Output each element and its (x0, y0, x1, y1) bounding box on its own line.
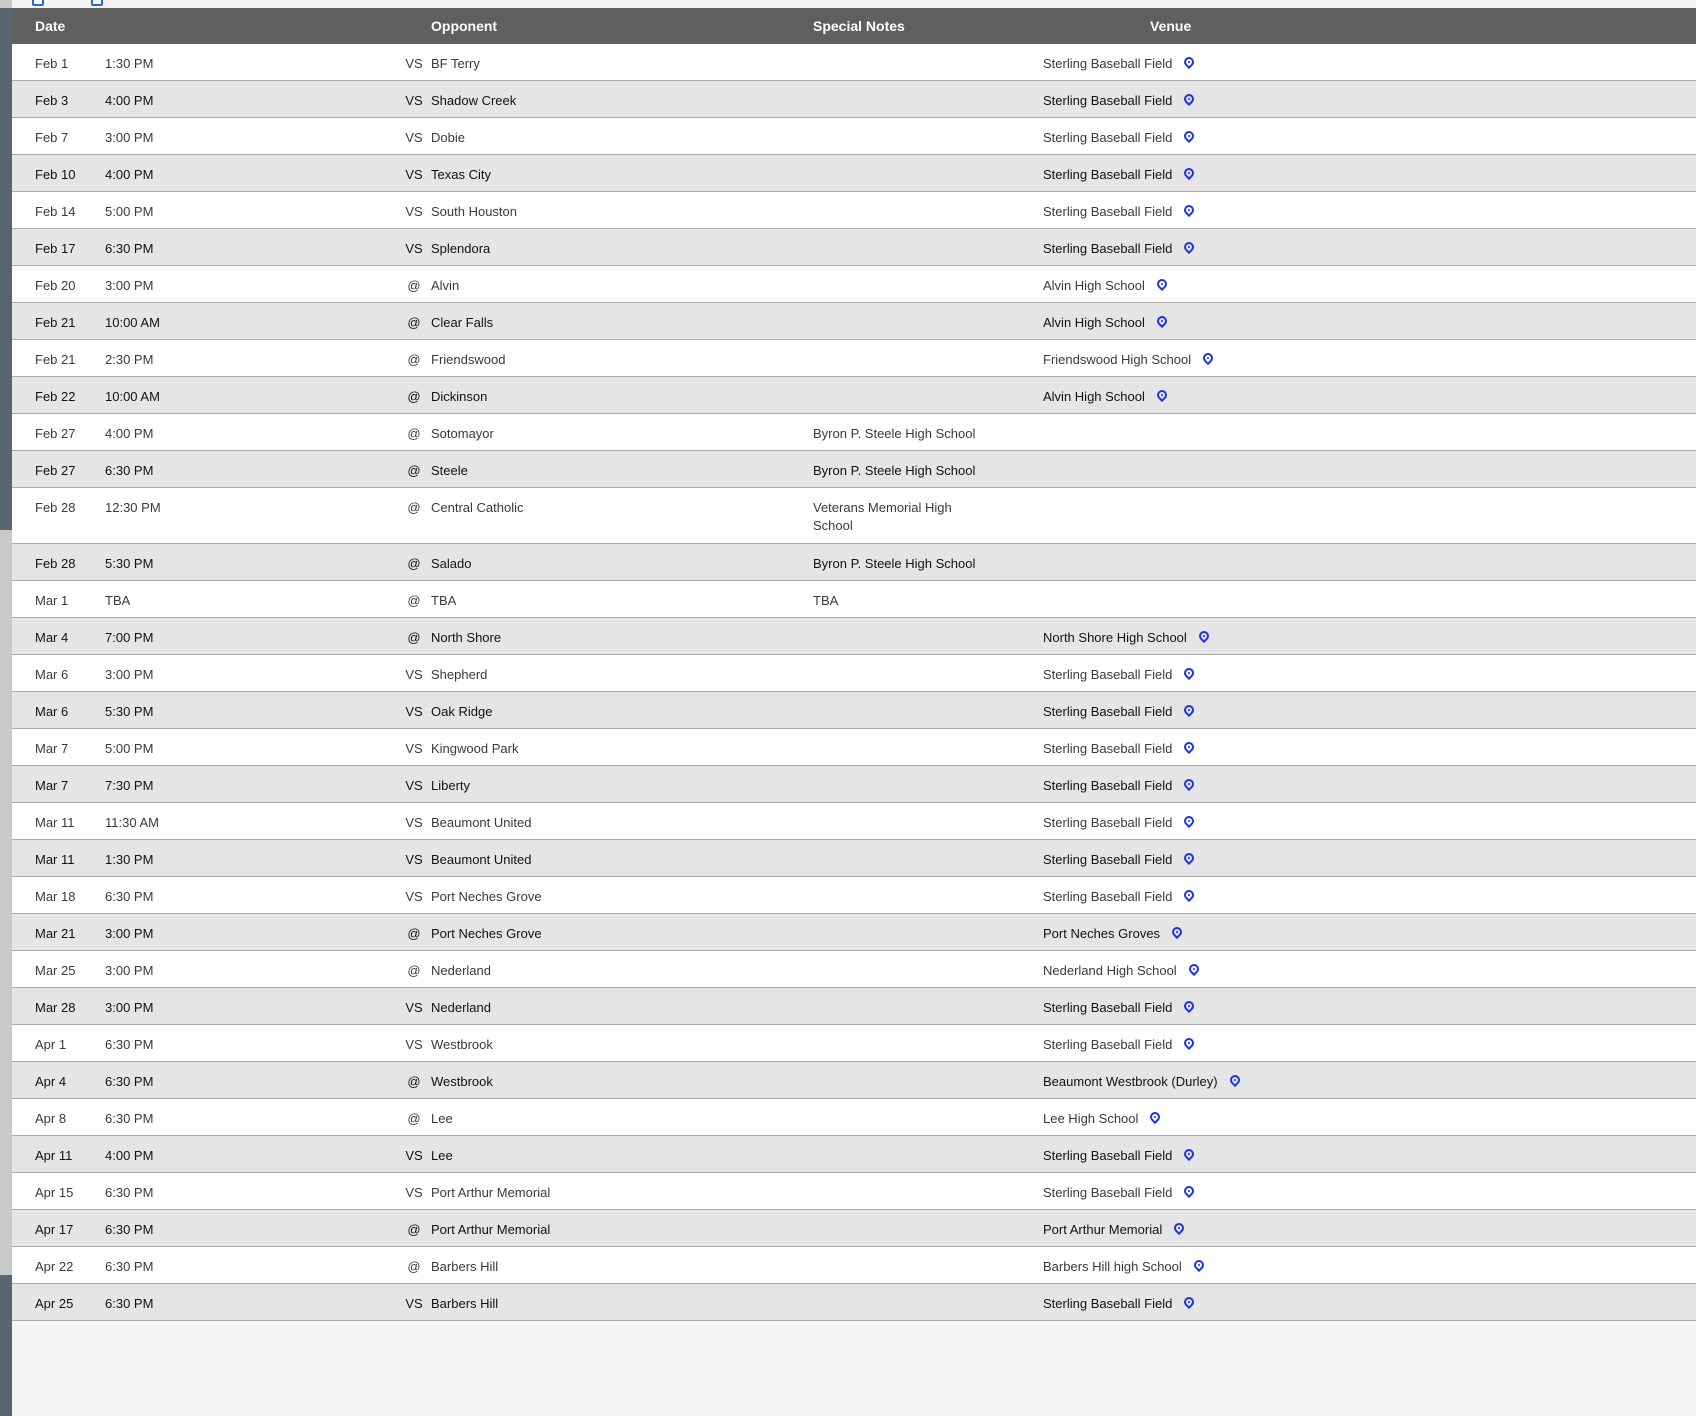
venue-cell (1043, 1221, 1184, 1239)
special-notes: Byron P. Steele High School (813, 463, 976, 478)
game-time: 11:30 AM (105, 815, 159, 830)
opponent-name: Port Arthur Memorial (431, 1222, 551, 1237)
map-pin-icon[interactable] (1148, 1110, 1162, 1124)
game-time: 1:30 PM (105, 852, 154, 867)
table-row (12, 1284, 1696, 1321)
venue-cell (1043, 1036, 1194, 1054)
game-date: Apr 4 (35, 1074, 67, 1089)
map-pin-icon[interactable] (1182, 851, 1196, 865)
game-date: Apr 17 (35, 1222, 74, 1237)
header-venue[interactable]: Venue (1150, 18, 1192, 34)
game-time: 5:30 PM (105, 556, 154, 571)
table-row (12, 914, 1696, 951)
table-row (12, 118, 1696, 155)
venue-cell (1043, 314, 1167, 332)
home-away-indicator: @ (407, 389, 421, 404)
game-date: Apr 8 (35, 1111, 67, 1126)
special-notes: Byron P. Steele High School (813, 556, 976, 571)
venue-name: Friendswood High School (1043, 352, 1192, 367)
game-time: 6:30 PM (105, 889, 154, 904)
venue-name: Sterling Baseball Field (1043, 1185, 1173, 1200)
game-date: Mar 21 (35, 926, 76, 941)
venue-cell (1043, 740, 1194, 758)
map-pin-icon[interactable] (1182, 203, 1196, 217)
map-pin-icon[interactable] (1182, 1147, 1196, 1161)
game-date: Mar 6 (35, 667, 69, 682)
map-pin-icon[interactable] (1182, 888, 1196, 902)
map-pin-icon[interactable] (1182, 55, 1196, 69)
map-pin-icon[interactable] (1182, 1184, 1196, 1198)
venue-name: Alvin High School (1043, 278, 1145, 293)
venue-name: Sterling Baseball Field (1043, 56, 1173, 71)
game-date: Feb 7 (35, 130, 69, 145)
game-date: Apr 15 (35, 1185, 74, 1200)
table-row (12, 1210, 1696, 1247)
table-row (12, 266, 1696, 303)
game-date: Feb 10 (35, 167, 76, 182)
venue-cell (1043, 629, 1209, 647)
home-away-indicator: VS (405, 1185, 423, 1200)
game-date: Feb 22 (35, 389, 76, 404)
map-pin-icon[interactable] (1192, 1258, 1206, 1272)
game-date: Mar 11 (35, 852, 75, 867)
table-row (12, 229, 1696, 266)
map-pin-icon[interactable] (1182, 703, 1196, 717)
venue-cell (1043, 1073, 1240, 1091)
opponent-name: Clear Falls (431, 315, 494, 330)
home-away-indicator: @ (407, 1222, 421, 1237)
opponent-name: Barbers Hill (431, 1259, 499, 1274)
home-away-indicator: VS (405, 815, 423, 830)
opponent-name: Friendswood (431, 352, 506, 367)
home-away-indicator: VS (405, 667, 423, 682)
game-date: Feb 28 (35, 556, 76, 571)
game-time: 7:00 PM (105, 630, 154, 645)
opponent-name: Salado (431, 556, 472, 571)
home-away-indicator: @ (407, 630, 421, 645)
game-date: Mar 4 (35, 630, 69, 645)
opponent-name: Steele (431, 463, 468, 478)
venue-name: Sterling Baseball Field (1043, 130, 1173, 145)
opponent-name: Port Neches Grove (431, 926, 542, 941)
venue-name: Sterling Baseball Field (1043, 1037, 1173, 1052)
opponent-name: Sotomayor (431, 426, 494, 441)
home-away-indicator: VS (405, 852, 423, 867)
home-away-indicator: @ (407, 1111, 421, 1126)
opponent-name: Oak Ridge (431, 704, 493, 719)
venue-cell (1043, 666, 1194, 684)
header-special-notes[interactable]: Special Notes (813, 18, 905, 34)
home-away-indicator: @ (407, 556, 421, 571)
game-time: 3:00 PM (105, 926, 154, 941)
opponent-name: BF Terry (431, 56, 480, 71)
opponent-name: South Houston (431, 204, 518, 219)
map-pin-icon[interactable] (1182, 129, 1196, 143)
opponent-name: Dobie (431, 130, 465, 145)
home-away-indicator: @ (407, 315, 421, 330)
venue-name: Sterling Baseball Field (1043, 241, 1173, 256)
venue-cell (1043, 351, 1213, 369)
home-away-indicator: @ (407, 593, 421, 608)
venue-cell (1043, 777, 1194, 795)
game-date: Feb 20 (35, 278, 76, 293)
map-pin-icon[interactable] (1182, 92, 1196, 106)
game-date: Mar 7 (35, 741, 69, 756)
home-away-indicator: @ (407, 463, 421, 478)
game-date: Mar 18 (35, 889, 76, 904)
map-pin-icon[interactable] (1170, 925, 1184, 939)
opponent-name: Nederland (431, 1000, 491, 1015)
filter-checkbox[interactable] (91, 0, 103, 6)
venue-cell (1043, 388, 1167, 406)
venue-cell (1043, 1147, 1194, 1165)
table-body (12, 44, 1696, 1321)
home-away-indicator: VS (405, 204, 423, 219)
venue-name: Sterling Baseball Field (1043, 1000, 1173, 1015)
game-date: Feb 21 (35, 315, 76, 330)
game-time: 6:30 PM (105, 1222, 154, 1237)
left-edge-bar (0, 0, 12, 1416)
opponent-name: Shadow Creek (431, 93, 517, 108)
left-edge-segment (0, 1275, 12, 1416)
game-date: Feb 17 (35, 241, 76, 256)
game-time: 7:30 PM (105, 778, 154, 793)
table-row (12, 303, 1696, 340)
game-date: Mar 28 (35, 1000, 76, 1015)
table-row (12, 414, 1696, 451)
game-time: 2:30 PM (105, 352, 154, 367)
home-away-indicator: @ (407, 426, 421, 441)
game-date: Mar 7 (35, 778, 69, 793)
game-date: Apr 11 (35, 1148, 73, 1163)
table-row (12, 988, 1696, 1025)
table-row (12, 581, 1696, 618)
map-pin-icon[interactable] (1172, 1221, 1186, 1235)
game-time: 3:00 PM (105, 278, 154, 293)
game-time: 6:30 PM (105, 1259, 154, 1274)
venue-cell (1043, 851, 1194, 869)
home-away-indicator: @ (407, 926, 421, 941)
venue-name: Sterling Baseball Field (1043, 889, 1173, 904)
map-pin-icon[interactable] (1182, 240, 1196, 254)
home-away-indicator: VS (405, 241, 423, 256)
venue-name: Alvin High School (1043, 389, 1145, 404)
table-row (12, 1062, 1696, 1099)
game-time: 3:00 PM (105, 667, 154, 682)
table-row (12, 618, 1696, 655)
home-away-indicator: VS (405, 1296, 423, 1311)
venue-name: North Shore High School (1043, 630, 1187, 645)
game-time: 6:30 PM (105, 241, 154, 256)
table-row (12, 1247, 1696, 1284)
table-row (12, 544, 1696, 581)
opponent-name: Nederland (431, 963, 491, 978)
game-time: 4:00 PM (105, 426, 154, 441)
opponent-name: Alvin (431, 278, 460, 293)
venue-name: Sterling Baseball Field (1043, 167, 1173, 182)
special-notes: Veterans Memorial High School (813, 500, 952, 533)
venue-cell (1043, 240, 1194, 258)
schedule-table (12, 8, 1696, 1321)
venue-name: Sterling Baseball Field (1043, 704, 1173, 719)
opponent-name: Shepherd (431, 667, 488, 682)
venue-cell (1043, 962, 1199, 980)
map-pin-icon[interactable] (1155, 388, 1169, 402)
game-time: 1:30 PM (105, 56, 154, 71)
game-time: 4:00 PM (105, 1148, 154, 1163)
home-away-indicator: VS (405, 130, 423, 145)
home-away-indicator: @ (407, 963, 421, 978)
left-edge-segment (0, 8, 12, 530)
venue-name: Nederland High School (1043, 963, 1177, 978)
venue-cell (1043, 166, 1194, 184)
game-date: Mar 6 (35, 704, 69, 719)
venue-cell (1043, 703, 1194, 721)
table-row (12, 81, 1696, 118)
table-row (12, 729, 1696, 766)
venue-name: Sterling Baseball Field (1043, 778, 1173, 793)
game-time: 12:30 PM (105, 500, 161, 515)
game-time: TBA (105, 593, 131, 608)
venue-cell (1043, 129, 1194, 147)
game-time: 3:00 PM (105, 1000, 154, 1015)
opponent-name: Port Neches Grove (431, 889, 542, 904)
table-row (12, 377, 1696, 414)
game-time: 6:30 PM (105, 1111, 154, 1126)
table-row (12, 692, 1696, 729)
game-time: 4:00 PM (105, 93, 154, 108)
venue-cell (1043, 1295, 1194, 1313)
venue-name: Sterling Baseball Field (1043, 1296, 1173, 1311)
opponent-name: Beaumont United (431, 815, 532, 830)
opponent-name: Lee (431, 1111, 453, 1126)
venue-name: Barbers Hill high School (1043, 1259, 1182, 1274)
home-away-indicator: @ (407, 1074, 421, 1089)
table-row (12, 1173, 1696, 1210)
game-date: Feb 3 (35, 93, 69, 108)
map-pin-icon[interactable] (1155, 314, 1169, 328)
home-away-indicator: VS (405, 56, 423, 71)
game-time: 3:00 PM (105, 130, 154, 145)
table-row (12, 340, 1696, 377)
venue-cell (1043, 814, 1194, 832)
venue-name: Lee High School (1043, 1111, 1139, 1126)
opponent-name: Port Arthur Memorial (431, 1185, 551, 1200)
filter-checkbox[interactable] (32, 0, 44, 6)
game-date: Feb 1 (35, 56, 69, 71)
venue-name: Sterling Baseball Field (1043, 204, 1173, 219)
venue-cell (1043, 1110, 1160, 1128)
venue-cell (1043, 925, 1182, 943)
home-away-indicator: @ (407, 500, 421, 515)
game-time: 6:30 PM (105, 463, 154, 478)
venue-name: Sterling Baseball Field (1043, 93, 1173, 108)
venue-name: Sterling Baseball Field (1043, 852, 1173, 867)
game-date: Apr 1 (35, 1037, 67, 1052)
home-away-indicator: @ (407, 352, 421, 367)
home-away-indicator: @ (407, 1259, 421, 1274)
opponent-name: Splendora (431, 241, 491, 256)
home-away-indicator: @ (407, 278, 421, 293)
game-date: Feb 28 (35, 500, 76, 515)
opponent-name: Westbrook (431, 1074, 493, 1089)
home-away-indicator: VS (405, 93, 423, 108)
opponent-name: TBA (431, 593, 457, 608)
home-away-indicator: VS (405, 778, 423, 793)
table-row (12, 192, 1696, 229)
home-away-indicator: VS (405, 741, 423, 756)
game-date: Apr 25 (35, 1296, 74, 1311)
game-time: 10:00 AM (105, 389, 160, 404)
opponent-name: Liberty (431, 778, 471, 793)
map-pin-icon[interactable] (1187, 962, 1201, 976)
game-time: 6:30 PM (105, 1296, 154, 1311)
home-away-indicator: VS (405, 1000, 423, 1015)
table-row (12, 1099, 1696, 1136)
game-time: 3:00 PM (105, 963, 154, 978)
venue-name: Beaumont Westbrook (Durley) (1043, 1074, 1218, 1089)
special-notes: TBA (813, 593, 839, 608)
table-row (12, 803, 1696, 840)
venue-name: Sterling Baseball Field (1043, 741, 1173, 756)
venue-cell (1043, 999, 1194, 1017)
venue-cell (1043, 888, 1194, 906)
opponent-name: Kingwood Park (431, 741, 519, 756)
home-away-indicator: VS (405, 1037, 423, 1052)
opponent-name: Texas City (431, 167, 491, 182)
venue-cell (1043, 1258, 1204, 1276)
map-pin-icon[interactable] (1182, 1036, 1196, 1050)
venue-cell (1043, 203, 1194, 221)
venue-cell (1043, 92, 1194, 110)
map-pin-icon[interactable] (1182, 777, 1196, 791)
game-time: 4:00 PM (105, 167, 154, 182)
game-date: Mar 25 (35, 963, 76, 978)
map-pin-icon[interactable] (1182, 1295, 1196, 1309)
game-time: 6:30 PM (105, 1185, 154, 1200)
map-pin-icon[interactable] (1182, 666, 1196, 680)
map-pin-icon[interactable] (1201, 351, 1215, 365)
table-row (12, 1136, 1696, 1173)
game-time: 10:00 AM (105, 315, 160, 330)
map-pin-icon[interactable] (1182, 740, 1196, 754)
game-time: 5:30 PM (105, 704, 154, 719)
opponent-name: Westbrook (431, 1037, 493, 1052)
game-date: Apr 22 (35, 1259, 74, 1274)
map-pin-icon[interactable] (1182, 166, 1196, 180)
map-pin-icon[interactable] (1182, 999, 1196, 1013)
opponent-name: North Shore (431, 630, 502, 645)
venue-cell (1043, 277, 1167, 295)
table-row (12, 1025, 1696, 1062)
venue-cell (1043, 55, 1194, 73)
table-row (12, 655, 1696, 692)
game-time: 5:00 PM (105, 741, 154, 756)
table-row (12, 451, 1696, 488)
map-pin-icon[interactable] (1182, 814, 1196, 828)
table-row (12, 840, 1696, 877)
venue-name: Port Neches Groves (1043, 926, 1161, 941)
game-time: 6:30 PM (105, 1037, 154, 1052)
venue-name: Port Arthur Memorial (1043, 1222, 1163, 1237)
map-pin-icon[interactable] (1155, 277, 1169, 291)
filter-strip (12, 0, 1696, 8)
table-row (12, 766, 1696, 803)
table-row (12, 155, 1696, 192)
table-header (12, 8, 1696, 44)
game-time: 6:30 PM (105, 1074, 154, 1089)
game-date: Mar 1 (35, 593, 69, 608)
game-date: Feb 14 (35, 204, 76, 219)
venue-name: Sterling Baseball Field (1043, 1148, 1173, 1163)
venue-cell (1043, 1184, 1194, 1202)
home-away-indicator: VS (405, 704, 423, 719)
table-row (12, 488, 1696, 544)
home-away-indicator: VS (405, 889, 423, 904)
venue-name: Sterling Baseball Field (1043, 815, 1173, 830)
table-row (12, 44, 1696, 81)
special-notes: Byron P. Steele High School (813, 426, 976, 441)
opponent-name: Beaumont United (431, 852, 532, 867)
game-date: Feb 21 (35, 352, 76, 367)
opponent-name: Barbers Hill (431, 1296, 499, 1311)
opponent-name: Lee (431, 1148, 453, 1163)
game-time: 5:00 PM (105, 204, 154, 219)
game-date: Feb 27 (35, 463, 76, 478)
game-date: Feb 27 (35, 426, 76, 441)
map-pin-icon[interactable] (1197, 629, 1211, 643)
game-date: Mar 11 (35, 815, 75, 830)
table-row (12, 877, 1696, 914)
header-opponent[interactable]: Opponent (431, 18, 498, 34)
venue-name: Alvin High School (1043, 315, 1145, 330)
home-away-indicator: VS (405, 1148, 423, 1163)
opponent-name: Central Catholic (431, 500, 524, 515)
table-row (12, 951, 1696, 988)
opponent-name: Dickinson (431, 389, 488, 404)
venue-name: Sterling Baseball Field (1043, 667, 1173, 682)
map-pin-icon[interactable] (1228, 1073, 1242, 1087)
home-away-indicator: VS (405, 167, 423, 182)
header-date[interactable]: Date (35, 18, 66, 34)
